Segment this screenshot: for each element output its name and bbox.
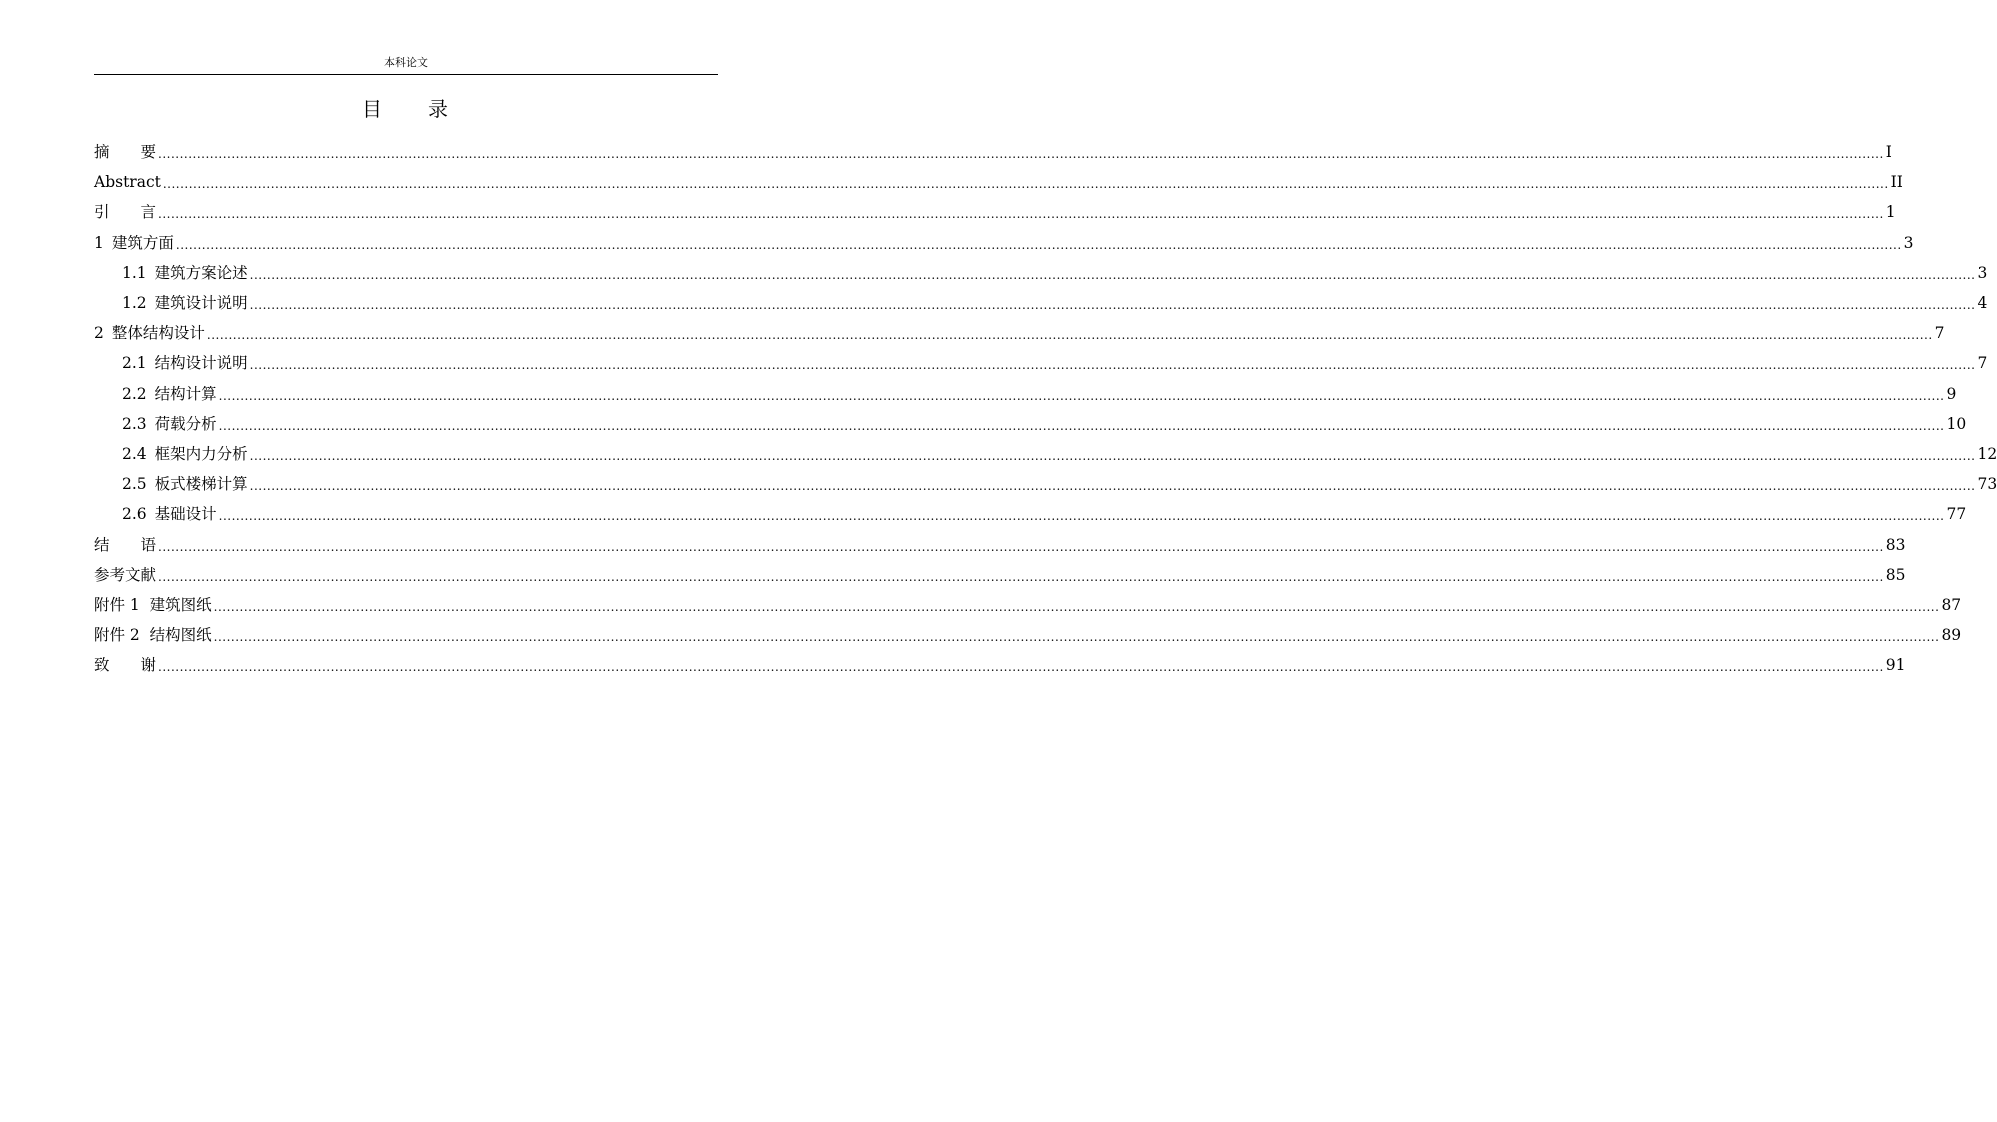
toc-entry[interactable] [94,469,1997,499]
toc-dot-leader: ................................................................................................................................................................................................................................................................................................................................................................................................................ [249,448,1976,463]
toc-dot-leader: ................................................................................................................................................................................................................................................................................................................................................................................................................ [206,328,1933,343]
toc-entry-page: 7 [1934,324,1945,343]
toc-entry-page: 12 [1977,444,1997,463]
toc-entry[interactable] [94,288,1988,318]
toc-entry-page: 87 [1941,595,1962,614]
toc-entry-title: 建筑方面 [111,233,174,252]
toc-entry-page: 83 [1885,535,1906,554]
toc-entry[interactable] [94,439,1997,469]
toc-entry-label [94,655,156,675]
toc-entry-title: 摘 要 [94,143,157,162]
toc-entry-label [94,323,205,343]
toc-dot-leader: ................................................................................................................................................................................................................................................................................................................................................................................................................ [158,207,1884,222]
toc-dot-leader: ................................................................................................................................................................................................................................................................................................................................................................................................................ [218,388,1945,403]
page-header [94,56,718,75]
toc-entry-label [94,625,212,645]
toc-entry[interactable] [94,167,1903,197]
toc-entry-label [94,595,212,615]
toc-entry-label [122,474,248,494]
toc-dot-leader: ................................................................................................................................................................................................................................................................................................................................................................................................................ [218,418,1945,433]
header-text: 本科论文 [384,56,428,69]
toc-entry-page: 77 [1946,505,1967,524]
toc-title: 目 录 [362,97,450,121]
toc-entry-title: 参考文献 [94,565,157,584]
toc-entry[interactable] [94,409,1967,439]
toc-entry-label [94,535,156,555]
toc-entry-number: 2.6 [122,505,147,524]
toc-entry-number: 2 [94,324,104,343]
toc-entry-number: 1 [94,233,104,252]
toc-entry-title: 附件 2 结构图纸 [94,626,212,645]
toc-entry[interactable] [94,620,1962,650]
toc-entry-label [122,414,217,434]
toc-dot-leader: ................................................................................................................................................................................................................................................................................................................................................................................................................ [213,599,1940,614]
toc-entry-page: 7 [1977,354,1988,373]
toc-entry-label [94,202,156,222]
table-of-contents [94,137,1997,680]
toc-dot-leader: ................................................................................................................................................................................................................................................................................................................................................................................................................ [158,569,1884,584]
toc-entry[interactable] [94,499,1967,529]
toc-entry-title: 结 语 [94,535,157,554]
toc-dot-leader: ................................................................................................................................................................................................................................................................................................................................................................................................................ [158,660,1884,675]
toc-entry-label [94,142,156,162]
toc-entry-number: 2.3 [122,414,147,433]
toc-entry[interactable] [94,228,1914,258]
toc-entry-label [122,353,248,373]
toc-entry-page: I [1885,143,1892,162]
toc-entry-page: 9 [1946,384,1957,403]
toc-dot-leader: ................................................................................................................................................................................................................................................................................................................................................................................................................ [213,630,1940,645]
toc-entry-title: 荷载分析 [154,414,217,433]
toc-entry-number: 2.4 [122,444,147,463]
toc-dot-leader: ................................................................................................................................................................................................................................................................................................................................................................................................................ [175,237,1902,252]
toc-entry-page: 89 [1941,626,1962,645]
toc-entry-page: 85 [1885,565,1906,584]
toc-entry[interactable] [94,197,1896,227]
toc-entry[interactable] [94,529,1906,559]
toc-entry-title: 整体结构设计 [111,324,205,343]
toc-entry[interactable] [94,137,1892,167]
toc-entry-title: 引 言 [94,203,157,222]
toc-entry-page: II [1890,173,1903,192]
toc-entry-label [94,233,174,253]
toc-entry[interactable] [94,348,1988,378]
toc-entry-number: 2.5 [122,475,147,494]
toc-entry-title: 板式楼梯计算 [154,475,248,494]
toc-entry-page: 1 [1885,203,1896,222]
toc-entry-label [94,172,161,192]
toc-entry-page: 91 [1885,656,1906,675]
toc-entry[interactable] [94,318,1945,348]
toc-entry-number: 1.2 [122,294,147,313]
toc-entry-title: Abstract [94,173,161,192]
toc-entry-page: 4 [1977,294,1988,313]
toc-entry-number: 2.1 [122,354,147,373]
toc-dot-leader: ................................................................................................................................................................................................................................................................................................................................................................................................................ [249,267,1976,282]
toc-entry-title: 建筑方案论述 [154,263,248,282]
toc-entry-label [94,565,156,585]
toc-entry-label [122,384,217,404]
toc-entry[interactable] [94,258,1988,288]
toc-entry-label [122,504,217,524]
toc-dot-leader: ................................................................................................................................................................................................................................................................................................................................................................................................................ [249,298,1976,313]
toc-entry-title: 结构计算 [154,384,217,403]
toc-entry[interactable] [94,650,1906,680]
toc-entry-number: 1.1 [122,263,147,282]
toc-entry-page: 3 [1977,263,1988,282]
toc-entry[interactable] [94,560,1906,590]
toc-entry-number: 2.2 [122,384,147,403]
toc-entry-page: 73 [1977,475,1997,494]
toc-dot-leader: ................................................................................................................................................................................................................................................................................................................................................................................................................ [162,177,1889,192]
toc-entry-label [122,293,248,313]
toc-entry-label [122,444,248,464]
toc-dot-leader: ................................................................................................................................................................................................................................................................................................................................................................................................................ [249,479,1976,494]
toc-entry-title: 基础设计 [154,505,217,524]
toc-dot-leader: ................................................................................................................................................................................................................................................................................................................................................................................................................ [218,509,1945,524]
toc-entry-page: 3 [1903,233,1914,252]
toc-entry-page: 10 [1946,414,1967,433]
toc-entry-title: 建筑设计说明 [154,294,248,313]
toc-entry-title: 附件 1 建筑图纸 [94,595,212,614]
toc-entry-title: 致 谢 [94,656,157,675]
toc-dot-leader: ................................................................................................................................................................................................................................................................................................................................................................................................................ [158,539,1884,554]
toc-entry[interactable] [94,379,1957,409]
toc-dot-leader: ................................................................................................................................................................................................................................................................................................................................................................................................................ [249,358,1976,373]
toc-dot-leader: ................................................................................................................................................................................................................................................................................................................................................................................................................ [158,147,1884,162]
toc-entry-title: 结构设计说明 [154,354,248,373]
toc-entry-label [122,263,248,283]
toc-entry-title: 框架内力分析 [154,444,248,463]
toc-entry[interactable] [94,590,1962,620]
